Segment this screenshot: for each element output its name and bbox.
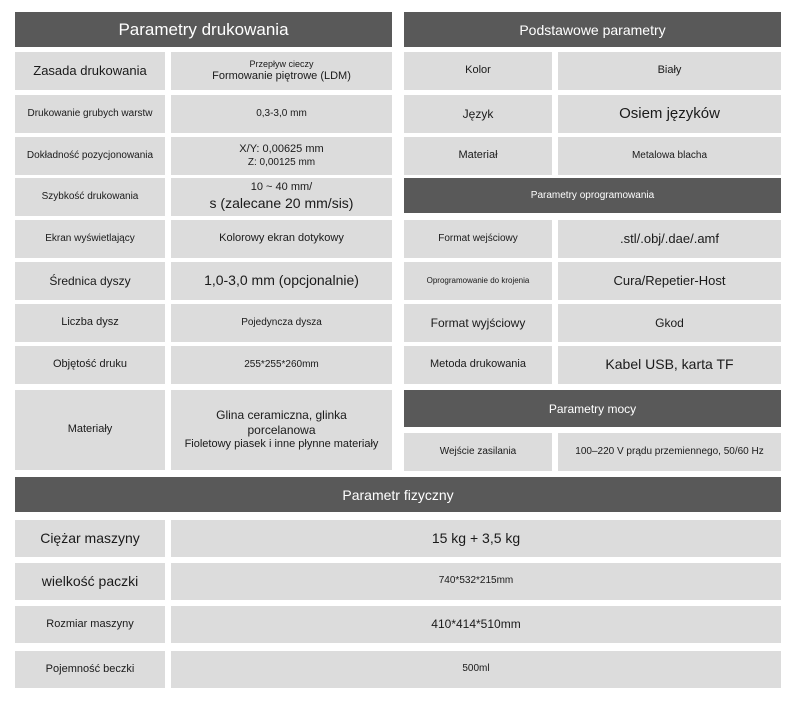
accuracy-line-2: Z: 0,00125 mm xyxy=(247,156,316,168)
physical-label-weight: Ciężar maszyny xyxy=(15,520,165,557)
printing-label-build-volume: Objętość druku xyxy=(15,346,165,384)
physical-label-package-size: wielkość paczki xyxy=(15,563,165,600)
printing-value-nozzle-count: Pojedyncza dysza xyxy=(171,304,392,342)
printing-value-principle xyxy=(171,52,392,90)
basic-value-language: Osiem języków xyxy=(558,95,781,133)
printing-value-speed xyxy=(171,178,392,216)
software-label-input-format: Format wejściowy xyxy=(404,220,552,258)
basic-label-color: Kolor xyxy=(404,52,552,90)
software-value-slicer: Cura/Repetier-Host xyxy=(558,262,781,300)
physical-value-machine-size: 410*414*510mm xyxy=(171,606,781,643)
speed-line-2: s (zalecane 20 mm/sis) xyxy=(209,195,354,212)
physical-value-weight: 15 kg + 3,5 kg xyxy=(171,520,781,557)
printing-value-nozzle-diameter: 1,0-3,0 mm (opcjonalnie) xyxy=(171,262,392,300)
printing-label-positioning-accuracy: Dokładność pozycjonowania xyxy=(15,137,165,175)
power-value-input: 100–220 V prądu przemiennego, 50/60 Hz xyxy=(558,433,781,471)
principle-line-2: Formowanie piętrowe (LDM) xyxy=(212,69,351,82)
power-params-header: Parametry mocy xyxy=(404,390,781,427)
materials-line-3: Fioletowy piasek i inne płynne materiały xyxy=(184,438,379,451)
printing-value-display: Kolorowy ekran dotykowy xyxy=(171,220,392,258)
printing-label-nozzle-diameter: Średnica dyszy xyxy=(15,262,165,300)
printing-label-layer-thickness: Drukowanie grubych warstw xyxy=(15,95,165,133)
software-value-output-format: Gkod xyxy=(558,304,781,342)
physical-label-machine-size: Rozmiar maszyny xyxy=(15,606,165,643)
printing-label-speed: Szybkość drukowania xyxy=(15,178,165,216)
physical-value-barrel-capacity: 500ml xyxy=(171,651,781,688)
basic-value-color: Biały xyxy=(558,52,781,90)
printing-value-materials xyxy=(171,390,392,470)
basic-label-material: Materiał xyxy=(404,137,552,175)
software-label-slicer: Oprogramowanie do krojenia xyxy=(404,262,552,300)
printing-label-nozzle-count: Liczba dysz xyxy=(15,304,165,342)
software-label-print-method: Metoda drukowania xyxy=(404,346,552,384)
printing-value-layer-thickness: 0,3-3,0 mm xyxy=(171,95,392,133)
power-label-input: Wejście zasilania xyxy=(404,433,552,471)
physical-label-barrel-capacity: Pojemność beczki xyxy=(15,651,165,688)
printing-params-header: Parametry drukowania xyxy=(15,12,392,47)
printing-label-principle: Zasada drukowania xyxy=(15,52,165,90)
materials-line-1: Glina ceramiczna, glinka xyxy=(216,408,347,423)
software-label-output-format: Format wyjściowy xyxy=(404,304,552,342)
accuracy-line-1: X/Y: 0,00625 mm xyxy=(239,142,324,155)
basic-value-material: Metalowa blacha xyxy=(558,137,781,175)
principle-line-1: Przepływ cieczy xyxy=(249,58,314,69)
speed-line-1: 10 ~ 40 mm/ xyxy=(250,181,313,194)
physical-params-header: Parametr fizyczny xyxy=(15,477,781,512)
printing-label-materials: Materiały xyxy=(15,390,165,470)
printing-label-display: Ekran wyświetlający xyxy=(15,220,165,258)
printing-value-build-volume: 255*255*260mm xyxy=(171,346,392,384)
printing-value-positioning-accuracy xyxy=(171,137,392,175)
basic-label-language: Język xyxy=(404,95,552,133)
physical-value-package-size: 740*532*215mm xyxy=(171,563,781,600)
software-value-input-format: .stl/.obj/.dae/.amf xyxy=(558,220,781,258)
software-value-print-method: Kabel USB, karta TF xyxy=(558,346,781,384)
basic-params-header: Podstawowe parametry xyxy=(404,12,781,47)
materials-line-2: porcelanowa xyxy=(247,423,316,438)
software-params-header: Parametry oprogramowania xyxy=(404,178,781,213)
